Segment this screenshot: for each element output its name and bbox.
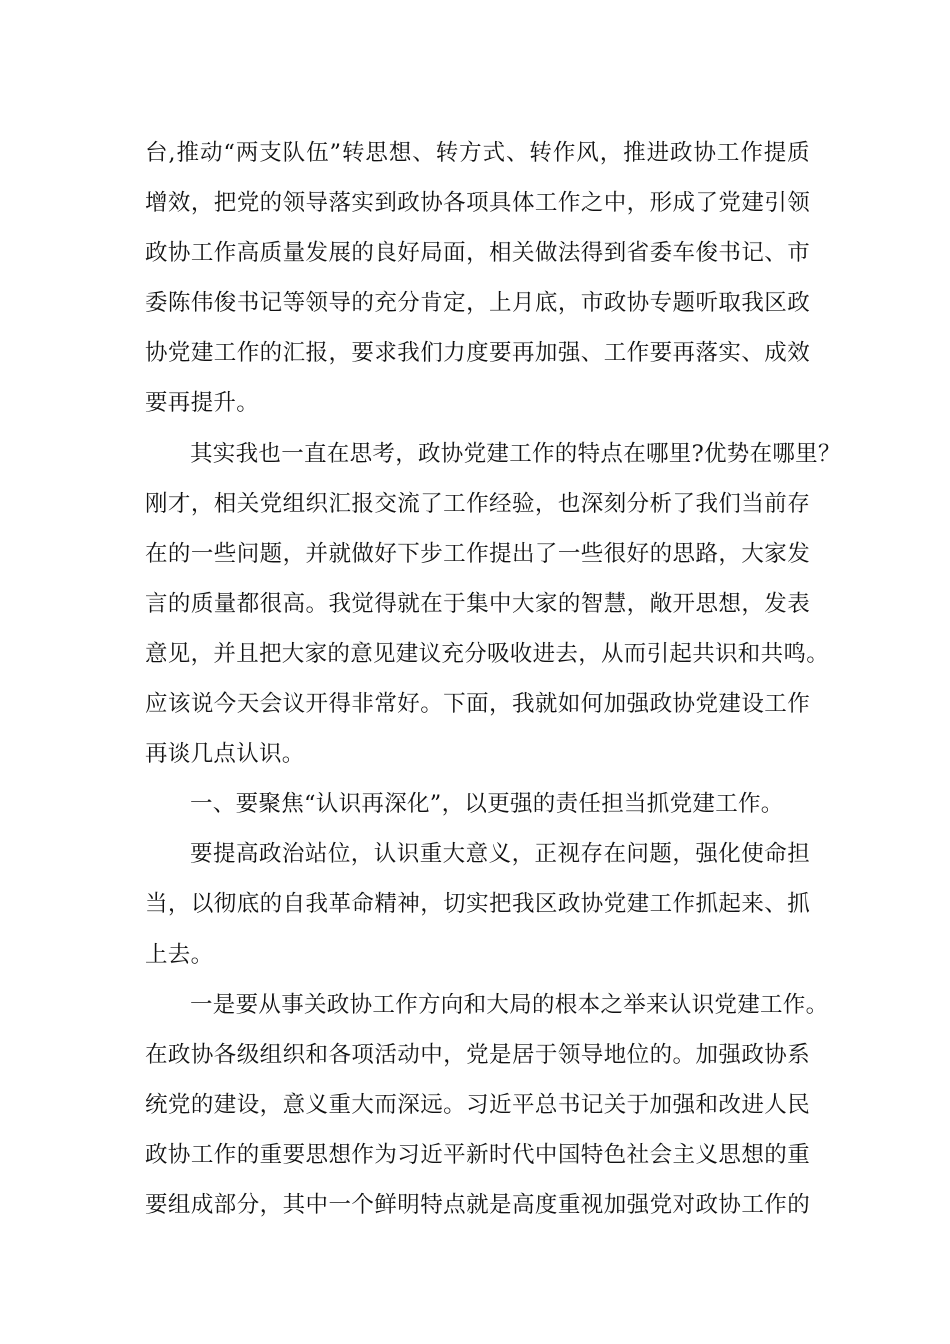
text-line: 要组成部分，其中一个鲜明特点就是高度重视加强党对政协工作的: [145, 1191, 810, 1218]
text-line: 应该说今天会议开得非常好。下面，我就如何加强政协党建设工作: [145, 691, 810, 718]
text-line: 政协工作高质量发展的良好局面，相关做法得到省委车俊书记、市: [145, 240, 810, 267]
text-line: 统党的建设，意义重大而深远。习近平总书记关于加强和改进人民: [145, 1091, 810, 1118]
text-line: 在政协各级组织和各项活动中，党是居于领导地位的。加强政协系: [145, 1041, 810, 1068]
text-line: 再谈几点认识。: [145, 741, 305, 768]
text-line: 刚才，相关党组织汇报交流了工作经验，也深刻分析了我们当前存: [145, 490, 810, 517]
text-line: 增效，把党的领导落实到政协各项具体工作之中，形成了党建引领: [145, 190, 810, 217]
text-line: 要再提升。: [145, 390, 260, 417]
text-line: 在的一些问题，并就做好下步工作提出了一些很好的思路，大家发: [145, 540, 810, 567]
text-line: 当，以彻底的自我革命精神，切实把我区政协党建工作抓起来、抓: [145, 891, 810, 918]
text-line: 政协工作的重要思想作为习近平新时代中国特色社会主义思想的重: [145, 1141, 810, 1168]
text-line: 一、要聚焦“认识再深化”，以更强的责任担当抓党建工作。: [190, 791, 784, 818]
text-line: 一是要从事关政协工作方向和大局的根本之举来认识党建工作。: [190, 991, 829, 1018]
text-line: 要提高政治站位，认识重大意义，正视存在问题，强化使命担: [190, 841, 810, 868]
text-line: 言的质量都很高。我觉得就在于集中大家的智慧，敞开思想，发表: [145, 590, 810, 617]
text-line: 上去。: [145, 941, 214, 968]
text-line: 意见，并且把大家的意见建议充分吸收进去，从而引起共识和共鸣。: [145, 640, 830, 667]
text-line: 其实我也一直在思考，政协党建工作的特点在哪里?优势在哪里？: [190, 440, 841, 467]
text-line: 台,推动“两支队伍”转思想、转方式、转作风，推进政协工作提质: [145, 140, 810, 166]
text-line: 委陈伟俊书记等领导的充分肯定，上月底，市政协专题听取我区政: [145, 290, 810, 317]
document-body: [145, 128, 841, 1230]
text-line: 协党建工作的汇报，要求我们力度要再加强、工作要再落实、成效: [145, 340, 810, 367]
